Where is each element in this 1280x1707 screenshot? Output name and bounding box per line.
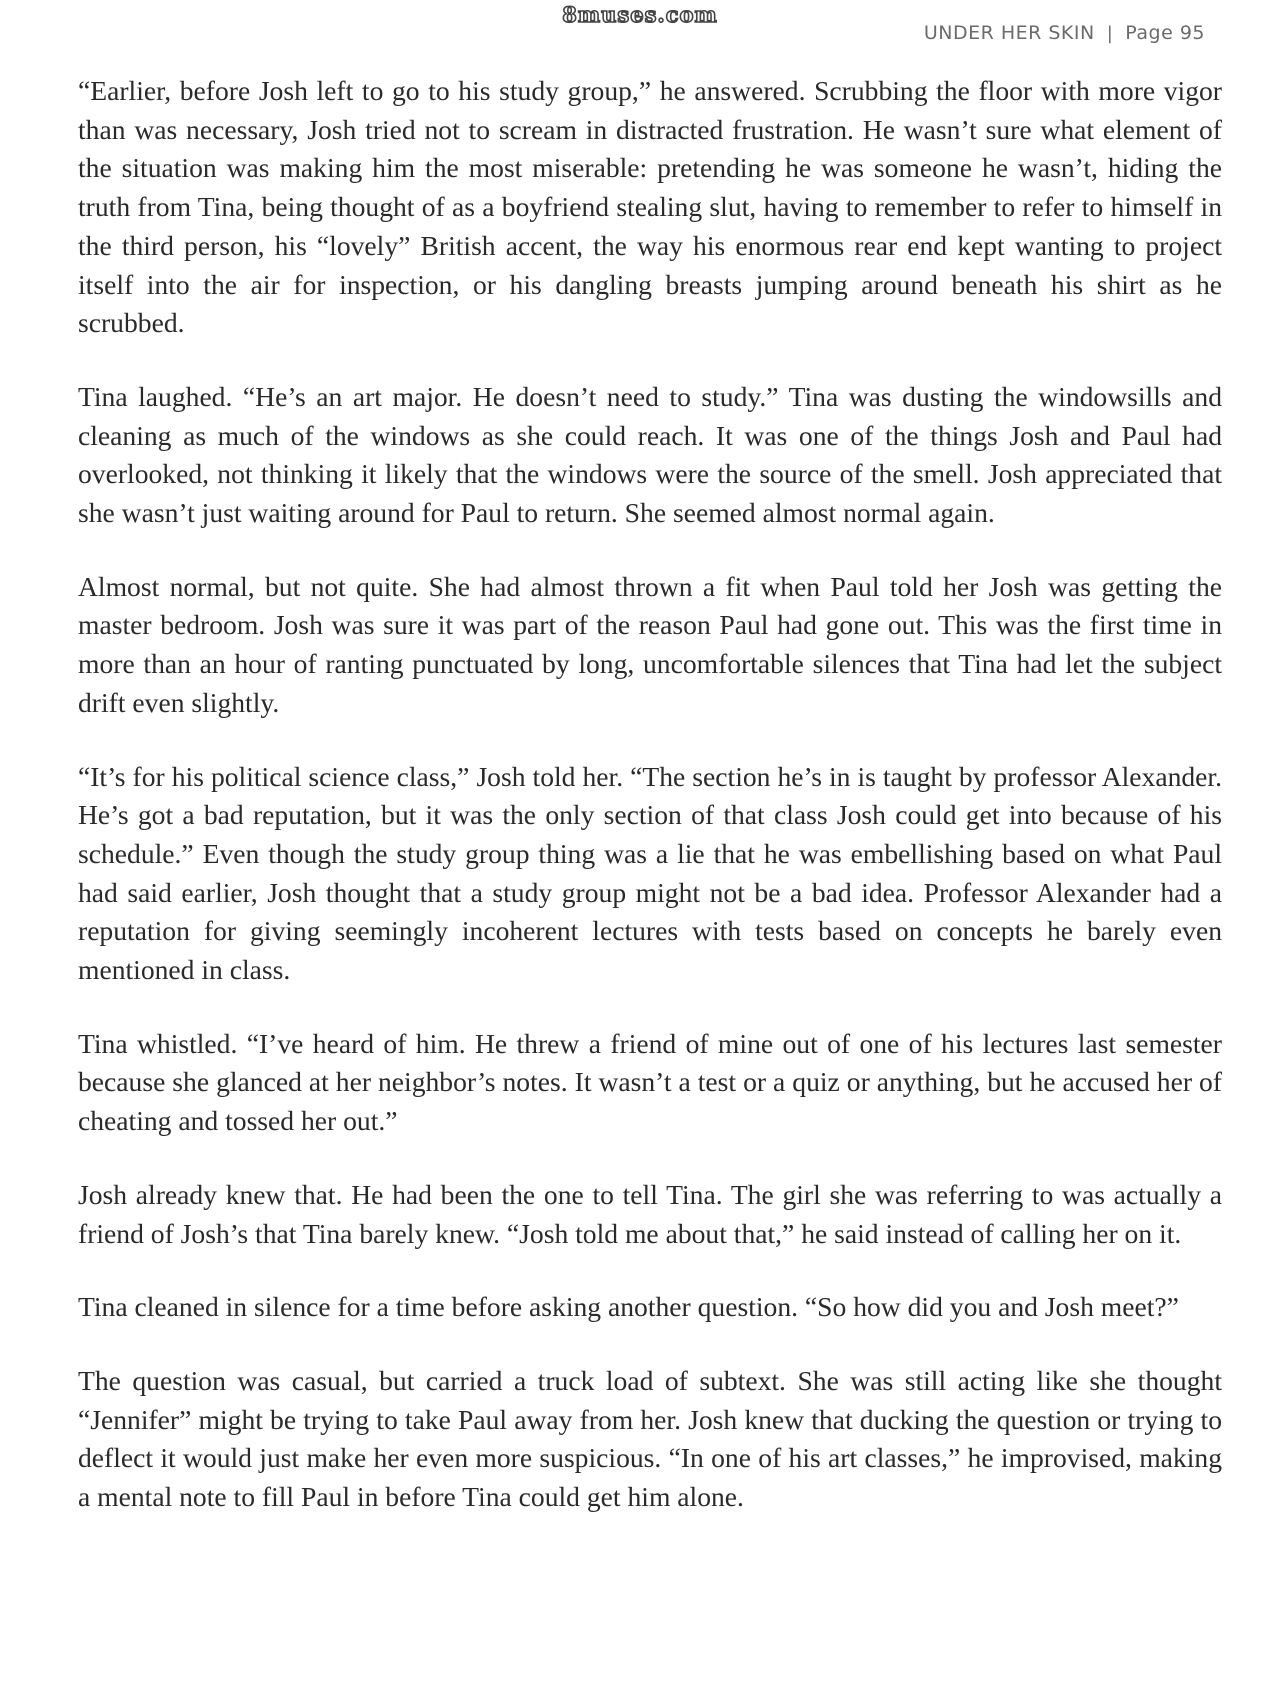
book-title: UNDER HER SKIN (923, 22, 1095, 44)
body-text (78, 72, 1222, 1552)
paragraph: “It’s for his political science class,” Josh told her. “The section he’s in is taught by professor Alexander. He’s got a bad reputation, but it was the only section of that class Josh could get into because of his schedule.” Even though the study group thing was a lie that he was embellishing based on what Paul had said earlier, Josh thought that a study group might not be a bad idea. Professor Alexander had a reputation for giving seemingly incoherent lectures with tests based on concepts he barely even mentioned in class. (78, 760, 1222, 986)
paragraph: Tina whistled. “I’ve heard of him. He threw a friend of mine out of one of his lectures last semester because she glanced at her neighbor’s notes. It wasn’t a test or a quiz or anything, but he accused her of cheating and tossed her out.” (78, 1027, 1222, 1137)
paragraph: Almost normal, but not quite. She had almost thrown a fit when Paul told her Josh was getting the master bedroom. Josh was sure it was part of the reason Paul had gone out. This was the first time in more than an hour of ranting punctuated by long, uncomfortable silences that Tina had let the subject drift even slightly. (78, 570, 1222, 718)
paragraph: “Earlier, before Josh left to go to his study group,” he answered. Scrubbing the floor with more vigor than was necessary, Josh tried not to scream in distracted frustration. He wasn’t sure what element of the situation was making him the most miserable: pretending he was someone he wasn’t, hiding the truth from Tina, being thought of as a boyfriend stealing slut, having to remember to refer to himself in the third person, his “lovely” British accent, the way his enormous rear end kept wanting to project itself into the air for inspection, or his dangling breasts jumping around beneath his shirt as he scrubbed. (78, 75, 1222, 339)
paragraph: Tina laughed. “He’s an art major. He doesn’t need to study.” Tina was dusting the windowsills and cleaning as much of the windows as she could reach. It was one of the things Josh and Paul had overlooked, not thinking it likely that the windows were the source of the smell. Josh appreciated that she wasn’t just waiting around for Paul to return. She seemed almost normal again. (78, 380, 1222, 529)
header-separator: | (1106, 22, 1114, 44)
page-number: Page 95 (1125, 22, 1205, 44)
paragraph: Josh already knew that. He had been the one to tell Tina. The girl she was referring to was actually a friend of Josh’s that Tina barely knew. “Josh told me about that,” he said instead of calling her on it. (78, 1178, 1222, 1249)
running-header (924, 22, 1205, 44)
paragraph: The question was casual, but carried a truck load of subtext. She was still acting like she thought “Jennifer” might be trying to take Paul away from her. Josh knew that ducking the question or trying to deflect it would just make her even more suspicious. “In one of his art classes,” he improvised, making a mental note to fill Paul in before Tina could get him alone. (78, 1364, 1222, 1513)
watermark: 8muses.com (562, 2, 718, 27)
paragraph: Tina cleaned in silence for a time before asking another question. “So how did you and Josh meet?” (78, 1291, 1179, 1323)
